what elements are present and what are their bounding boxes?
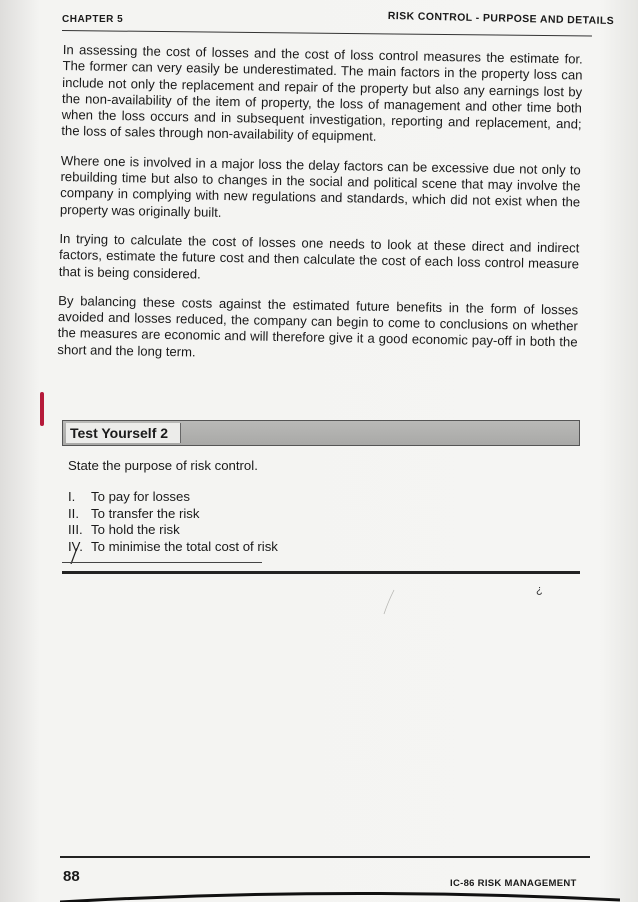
options-list	[68, 489, 278, 555]
option-number: IV.	[68, 538, 83, 554]
option-number: I.	[68, 489, 76, 504]
section-divider	[62, 571, 580, 574]
option-text: To transfer the risk	[91, 505, 200, 521]
paragraph-4: By balancing these costs against the estimated future benefits in the form of losses avoided and losses reduced, the company can begin to come to conclusions on whether the measures are economic and will therefore give it a good economic pay-off in both the short and the long term.	[57, 292, 579, 360]
answer-underline	[62, 562, 262, 563]
option-number: II.	[68, 505, 79, 521]
test-yourself-box	[62, 420, 580, 446]
question-text: State the purpose of risk control.	[68, 458, 258, 473]
option-1	[68, 489, 278, 506]
option-text: To pay for losses	[91, 489, 190, 504]
margin-marker	[40, 392, 44, 426]
option-2	[68, 506, 278, 523]
body-text	[57, 42, 583, 381]
section-title: RISK CONTROL - PURPOSE AND DETAILS	[387, 10, 615, 28]
footer-divider	[60, 856, 590, 858]
option-3	[68, 522, 278, 539]
paragraph-2: Where one is involved in a major loss the delay factors can be excessive due not only to rebuilding time but also to changes in the social and political scene that may involve the company in complying with new regulations and standards, which did not exist when the property was originally built.	[59, 152, 581, 220]
ink-speck-icon: ¿	[536, 584, 543, 596]
paragraph-1: In assessing the cost of losses and the cost of loss control measures the estimate for. The former can very easily be underestimated. The main factors in the property loss can include not only the replacement and repair of the property but also any earnings lost by the non-availability of the item of property, the loss of management and other time both when the loss occurs and in subsequent investigation, reporting and replacement, and; the loss of sales through non-availability of equipment.	[61, 42, 583, 145]
page-edge-curve	[60, 884, 620, 902]
header-divider	[62, 30, 592, 37]
option-number: III.	[68, 522, 83, 537]
option-4	[68, 539, 278, 556]
chapter-label: CHAPTER 5	[62, 14, 124, 25]
page-number: 88	[63, 868, 80, 885]
paragraph-3: In trying to calculate the cost of losses one needs to look at these direct and indirect factors, estimate the future cost and then calculate the cost of each loss control measure that is being considered.	[58, 230, 580, 282]
option-text: To hold the risk	[91, 522, 180, 537]
test-yourself-title: Test Yourself 2	[66, 423, 181, 443]
course-label: IC-86 RISK MANAGEMENT	[450, 878, 577, 889]
option-text: To minimise the total cost of risk	[91, 538, 278, 554]
pencil-scribble-icon	[380, 586, 400, 616]
